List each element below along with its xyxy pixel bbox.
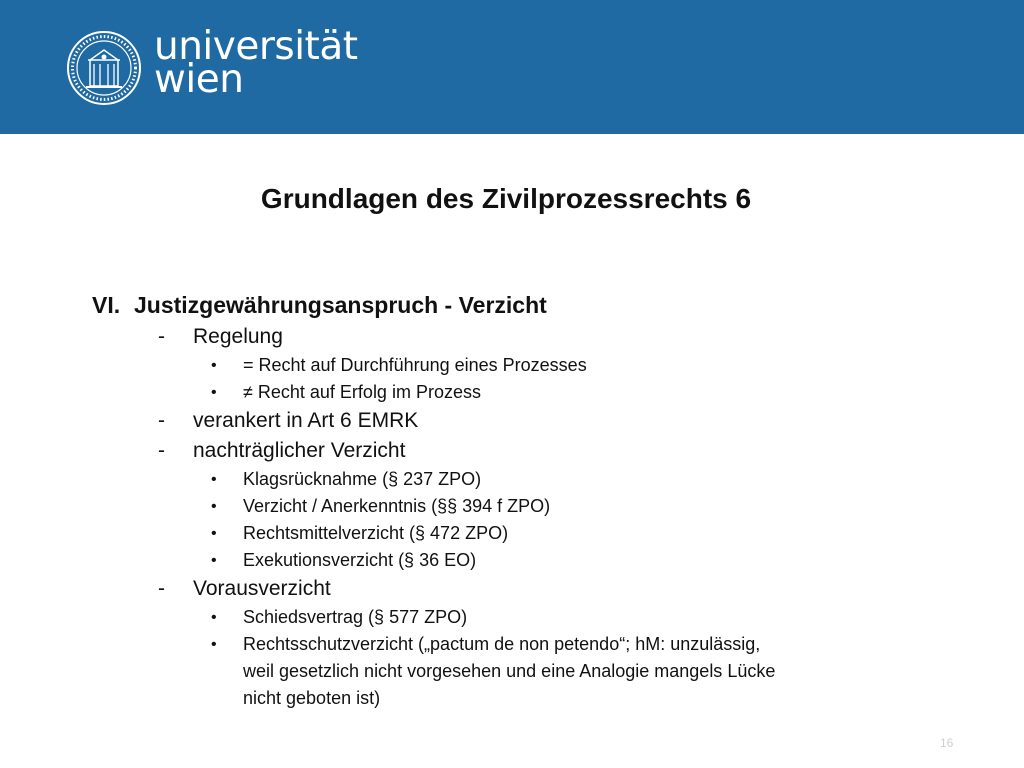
sub-item: [0, 520, 1024, 547]
page-number: 16: [940, 736, 954, 750]
sub-item: [0, 604, 1024, 631]
university-seal-icon: [66, 30, 142, 106]
sub-item: [0, 352, 1024, 379]
outline-list: [0, 322, 1024, 712]
dash-marker: -: [158, 439, 165, 462]
bullet-marker: •: [211, 471, 217, 488]
bullet-marker: •: [211, 636, 217, 653]
outline-item-emrk: [0, 406, 1024, 436]
section-heading: [92, 289, 547, 321]
bullet-marker: •: [211, 525, 217, 542]
section-title: Justizgewährungsanspruch - Verzicht: [134, 292, 547, 318]
sub-item: [0, 547, 1024, 574]
outline-item-regelung: [0, 322, 1024, 352]
slide-title: Grundlagen des Zivilprozessrechts 6: [260, 183, 752, 214]
outline-label: verankert in Art 6 EMRK: [193, 409, 419, 432]
logo-line-1: universität: [154, 24, 358, 69]
bullet-marker: •: [211, 609, 217, 626]
sub-item-text: Klagsrücknahme (§ 237 ZPO): [243, 469, 482, 489]
dash-marker: -: [158, 409, 165, 432]
bullet-marker: •: [211, 357, 217, 374]
sub-item: [0, 493, 1024, 520]
header-bar: [0, 0, 1024, 134]
outline-item-vorausverzicht: [0, 574, 1024, 604]
bullet-marker: •: [211, 384, 217, 401]
sub-item: [0, 631, 1024, 712]
dash-marker: -: [158, 325, 165, 348]
sub-item-text: ≠ Recht auf Erfolg im Prozess: [243, 382, 481, 402]
sub-item-text-line: Rechtsschutzverzicht („pactum de non petendo“; hM: unzulässig,: [243, 634, 761, 654]
sub-item-text-line: weil gesetzlich nicht vorgesehen und eine Analogie mangels Lücke: [243, 661, 776, 681]
outline-label: Vorausverzicht: [193, 577, 331, 600]
logo-line-2: wien: [154, 57, 244, 102]
sub-item: [0, 379, 1024, 406]
sub-item-text: Verzicht / Anerkenntnis (§§ 394 f ZPO): [243, 496, 551, 516]
sub-item-text: Rechtsmittelverzicht (§ 472 ZPO): [243, 523, 509, 543]
sub-item-text-line: nicht geboten ist): [243, 688, 381, 708]
university-logo-text: [154, 24, 358, 102]
outline-label: nachträglicher Verzicht: [193, 439, 406, 462]
sub-item-text: Schiedsvertrag (§ 577 ZPO): [243, 607, 468, 627]
outline-label: Regelung: [193, 325, 283, 348]
sub-item: [0, 466, 1024, 493]
dash-marker: -: [158, 577, 165, 600]
bullet-marker: •: [211, 498, 217, 515]
sub-item-text: = Recht auf Durchführung eines Prozesses: [243, 355, 587, 375]
outline-item-nachtraeglich: [0, 436, 1024, 466]
bullet-marker: •: [211, 552, 217, 569]
section-number: VI.: [92, 292, 121, 318]
sub-item-text: Exekutionsverzicht (§ 36 EO): [243, 550, 477, 570]
